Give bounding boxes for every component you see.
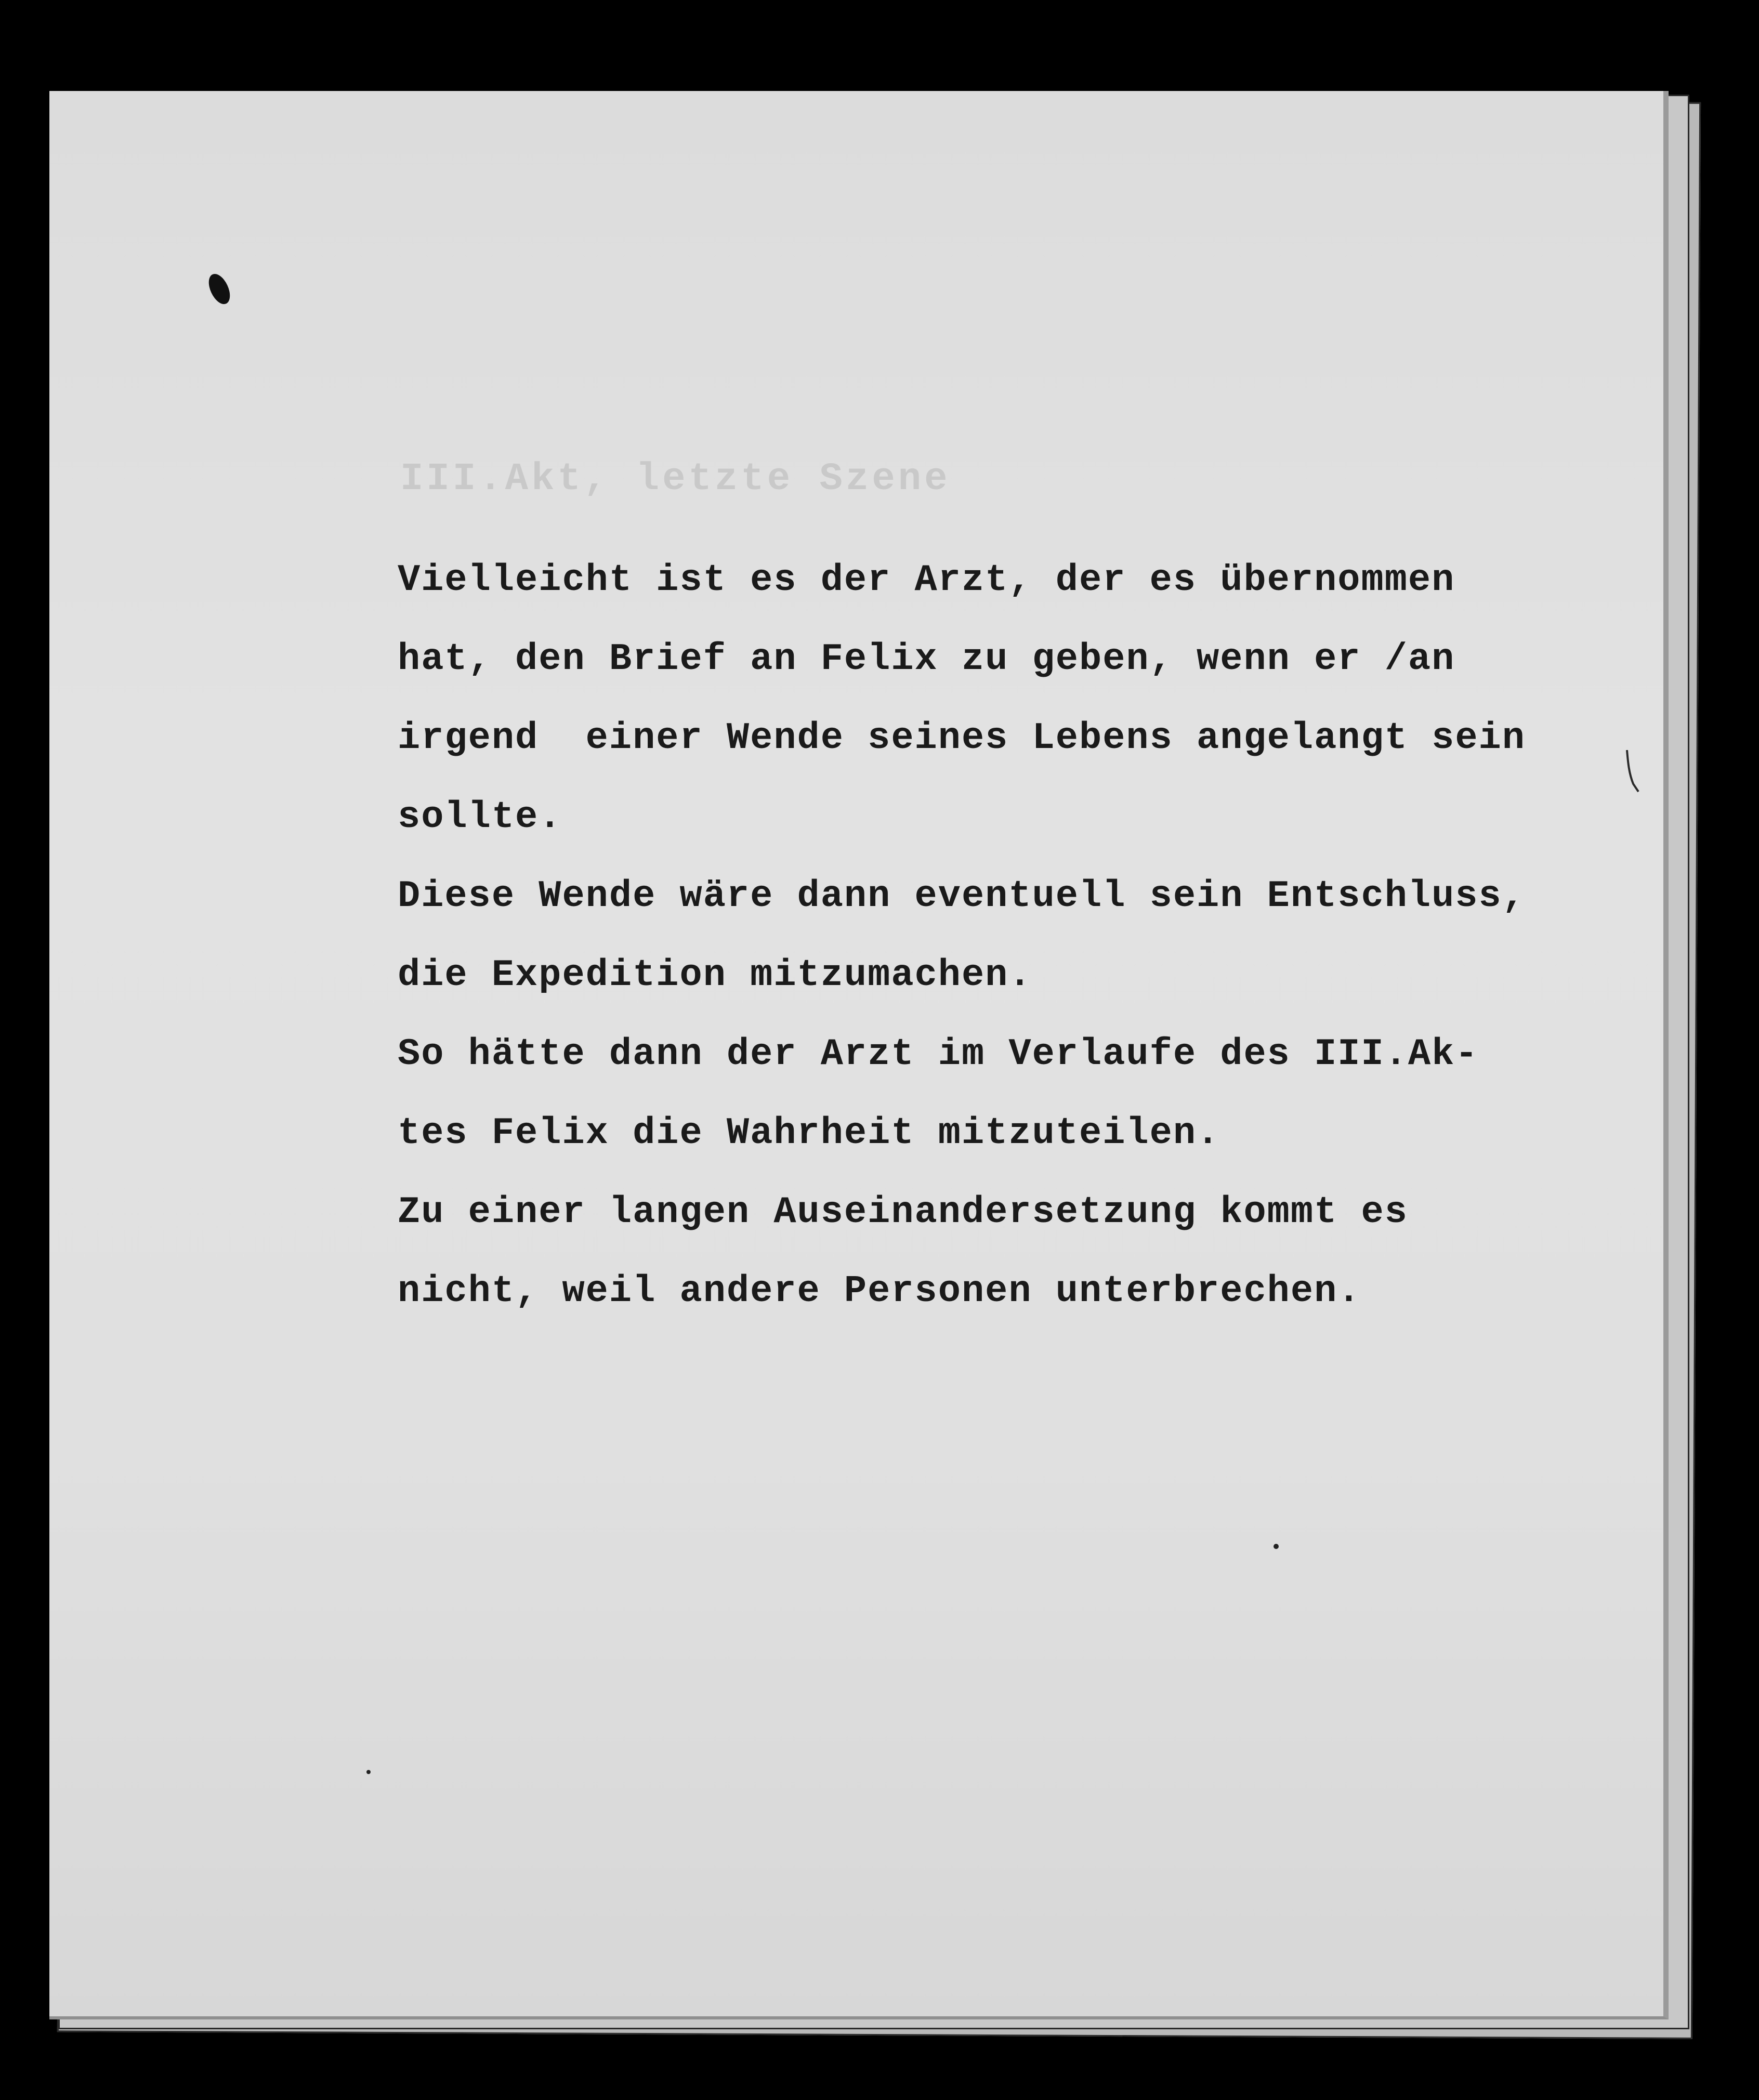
text-line: irgend einer Wende seines Lebens angelangt sein [398,717,1526,759]
margin-pencil-mark [1623,747,1644,794]
text-line: nicht, weil andere Personen unterbrechen. [398,1270,1361,1312]
ink-speck [1274,1544,1279,1549]
text-line: Zu einer langen Auseinandersetzung kommt es [398,1191,1408,1233]
text-line: die Expedition mitzumachen. [398,954,1032,996]
faded-heading: III.Akt, letzte Szene [400,457,951,501]
text-line: So hätte dann der Arzt im Verlaufe des III.Ak- [398,1033,1479,1075]
text-line: hat, den Brief an Felix zu geben, wenn er /an [398,638,1455,680]
text-line: Diese Wende wäre dann eventuell sein Entschluss, [398,875,1526,917]
text-line: Vielleicht ist es der Arzt, der es übernommen [398,559,1455,601]
text-line: tes Felix die Wahrheit mitzuteilen. [398,1112,1220,1154]
ink-speck [366,1770,371,1774]
body-text [398,541,1593,1331]
punch-hole [204,271,234,308]
text-line: sollte. [398,796,562,838]
